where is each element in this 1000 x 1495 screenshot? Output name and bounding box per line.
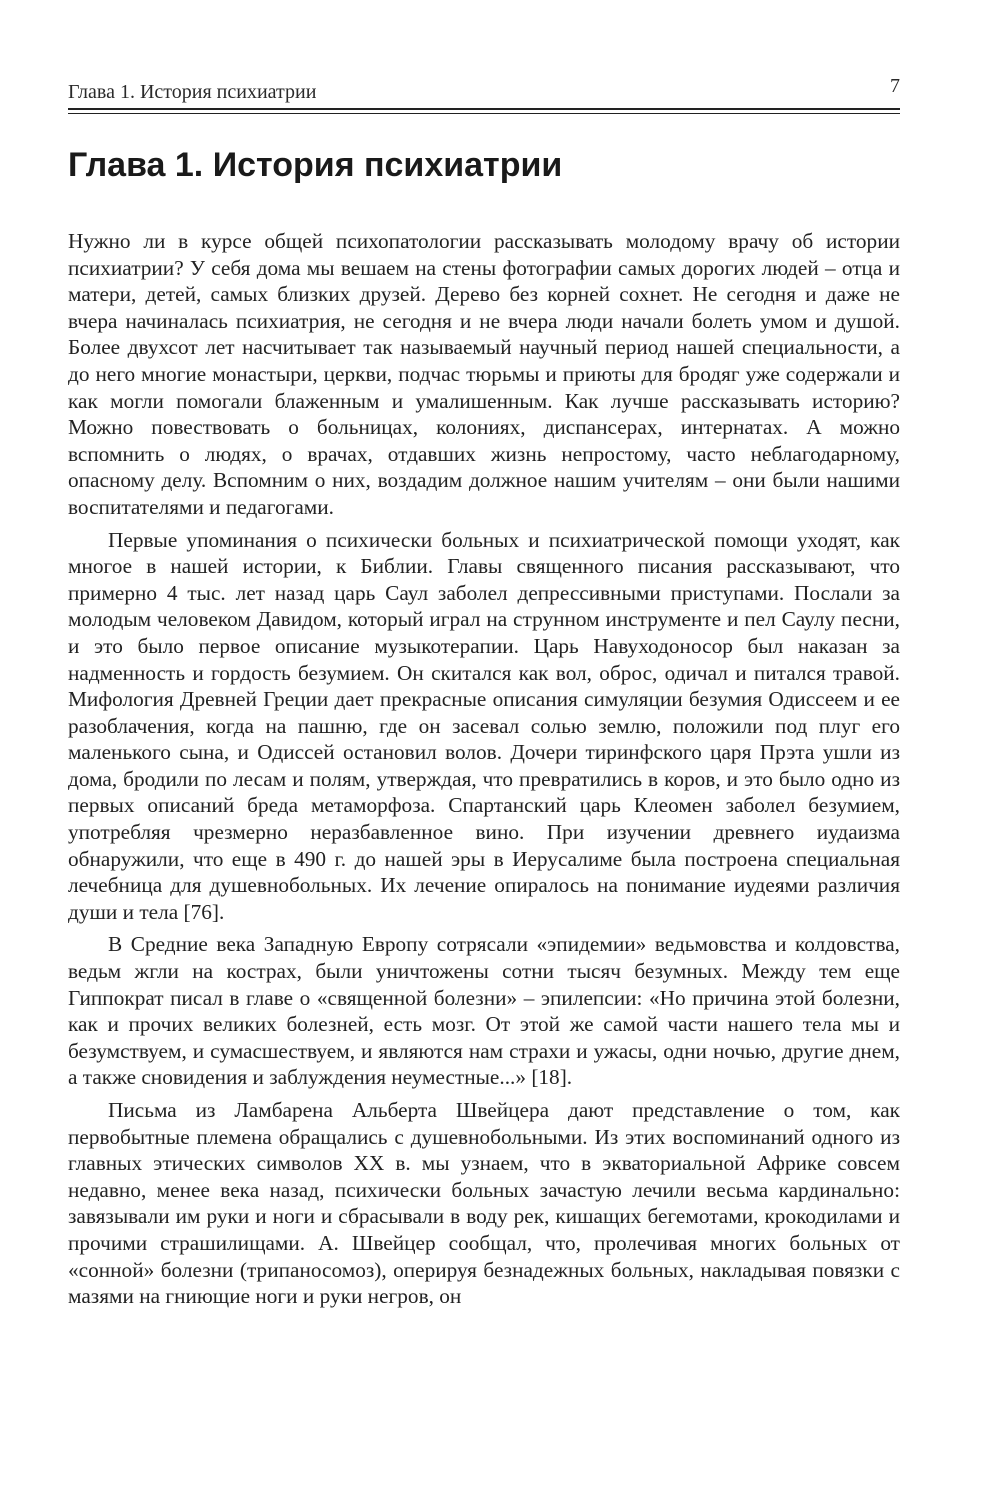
page-number: 7 (890, 75, 900, 97)
header-rule-thin (68, 113, 900, 114)
chapter-title: Глава 1. История психиатрии (68, 146, 563, 184)
body-text (68, 228, 900, 1316)
paragraph-1: Нужно ли в курсе общей психопатологии рассказывать молодому врачу об истории психиатрии? У себя дома мы вешаем на стены фотографии самых дорогих людей – отца и матери, детей, самых близких друзей. Дерево без корней сохнет. Не сегодня и даже не вчера начиналась психиатрия, не сегодня и не вчера люди начали болеть умом и душой. Более двухсот лет насчитывает так называемый научный период нашей специальности, а до него многие монастыри, церкви, подчас тюрьмы и приюты для бродяг уже содержали и как могли помогали блаженным и умалишенным. Как лучше рассказывать историю? Можно повествовать о больницах, колониях, диспансерах, интернатах. А можно вспомнить о людях, о врачах, отдавших жизнь непростому, часто неблагодарному, опасному делу. Вспомним о них, воздадим должное нашим учителям – они были нашими воспитателями и педагогами. (68, 229, 900, 519)
running-header (68, 75, 900, 106)
header-rule-thick (68, 108, 900, 110)
paragraph-4: Письма из Ламбарена Альберта Швейцера дают представление о том, как первобытные племена обращались с душевнобольными. Из этих воспоминаний одного из главных этических символов XX в. мы узнаем, что в экваториальной Африке совсем недавно, менее века назад, психически больных зачастую лечили весьма кардинально: завязывали им руки и ноги и сбрасывали в воду рек, кишащих бегемотами, крокодилами и прочими страшилищами. А. Швейцер сообщал, что, пролечивая многих больных от «сонной» болезни (трипаносомоз), оперируя безнадежных больных, накладывая повязки с мазями на гниющие ноги и руки негров, он (68, 1098, 900, 1309)
paragraph-3: В Средние века Западную Европу сотрясали «эпидемии» ведьмовства и колдовства, ведьм жгли на кострах, были уничтожены сотни тысяч безумных. Между тем еще Гиппократ писал в главе о «священной болезни» – эпилепсии: «Но причина этой болезни, как и прочих великих болезней, есть мозг. От этой же самой части нашего тела мы и безумствуем, и сумасшествуем, и являются нам страхи и ужасы, одни ночью, другие днем, а также сновидения и заблуждения неуместные...» [18]. (68, 932, 900, 1090)
paragraph-2: Первые упоминания о психически больных и психиатрической помощи уходят, как многое в нашей истории, к Библии. Главы священного писания рассказывают, что примерно 4 тыс. лет назад царь Саул заболел депрессивными приступами. Послали за молодым человеком Давидом, который играл на струнном инструменте и пел Саулу песни, и это было первое описание музыкотерапии. Царь Навуходоносор был наказан за надменность и гордость безумием. Он скитался как вол, оброс, одичал и питался травой. Мифология Древней Греции дает прекрасные описания симуляции безумия Одиссеем и ее разоблачения, когда на пашню, где он засевал солью землю, положили под плуг его маленького сына, и Одиссей остановил волов. Дочери тиринфского царя Прэта ушли из дома, бродили по лесам и полям, утверждая, что превратились в коров, и это было одно из первых описаний бреда метаморфоза. Спартанский царь Клеомен заболел безумием, употребляя чрезмерно неразбавленное вино. При изучении древнего иудаизма обнаружили, что еще в 490 г. до нашей эры в Иерусалиме была построена специальная лечебница для душевнобольных. Их лечение опиралось на понимание иудеями различия души и тела [76]. (68, 527, 900, 924)
running-header-title: Глава 1. История психиатрии (68, 81, 317, 103)
